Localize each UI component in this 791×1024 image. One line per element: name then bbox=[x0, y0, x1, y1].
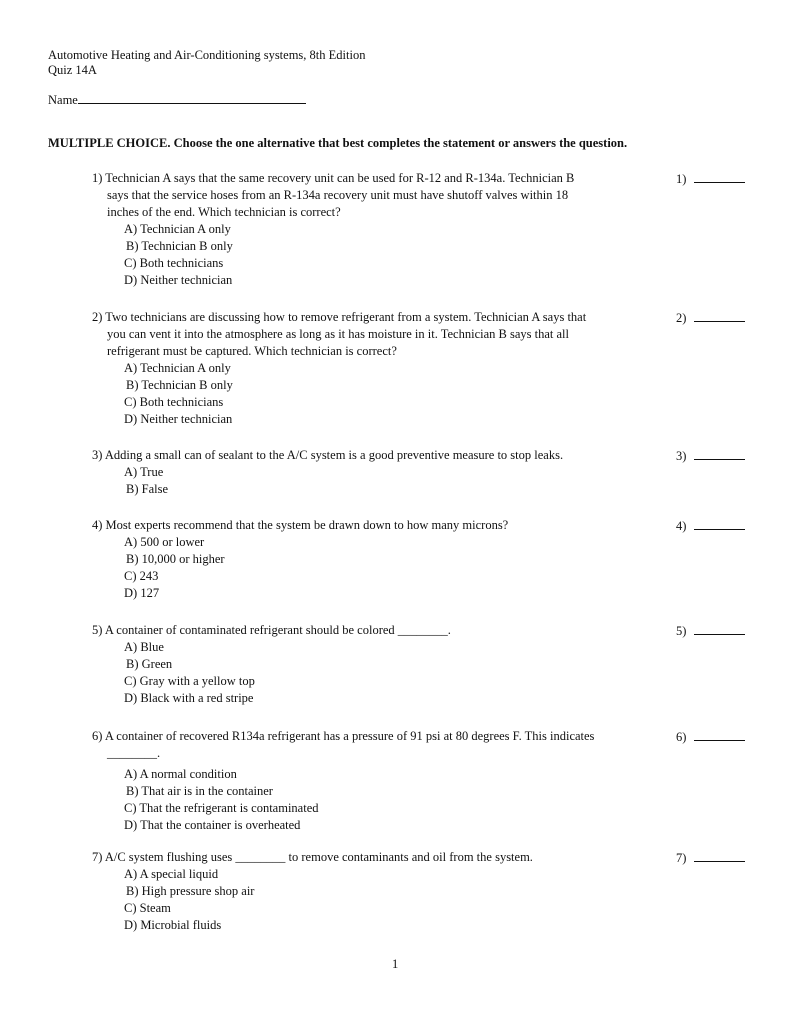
answer-option: D) That the container is overheated bbox=[124, 818, 301, 832]
answer-option: B) Green bbox=[126, 657, 173, 671]
answer-field[interactable] bbox=[676, 849, 745, 867]
answer-option: B) High pressure shop air bbox=[126, 884, 255, 898]
answer-field[interactable] bbox=[676, 622, 745, 640]
answer-option: D) 127 bbox=[124, 586, 160, 600]
answer-option: A) A normal condition bbox=[124, 767, 237, 781]
question-text: 2) Two technicians are discussing how to remove refrigerant from a system. Technician A says that bbox=[92, 310, 587, 324]
answer-option: A) Technician A only bbox=[124, 361, 231, 375]
question-4 bbox=[92, 517, 752, 602]
answer-option: B) 10,000 or higher bbox=[126, 552, 225, 566]
question-text: 4) Most experts recommend that the system be drawn down to how many microns? bbox=[92, 518, 509, 532]
answer-option: C) Both technicians bbox=[124, 395, 224, 409]
answer-option: B) Technician B only bbox=[126, 239, 233, 253]
answer-option: A) Blue bbox=[124, 640, 164, 654]
answer-blank[interactable] bbox=[694, 170, 745, 183]
answer-option: C) Steam bbox=[124, 901, 171, 915]
question-7 bbox=[92, 849, 752, 934]
question-text: 5) A container of contaminated refrigerant should be colored ________. bbox=[92, 623, 451, 637]
question-text: 7) A/C system flushing uses ________ to remove contaminants and oil from the system. bbox=[92, 850, 533, 864]
answer-option: D) Black with a red stripe bbox=[124, 691, 254, 705]
answer-number: 4) bbox=[676, 519, 687, 533]
answer-blank[interactable] bbox=[694, 447, 745, 460]
question-1 bbox=[92, 170, 752, 289]
answer-number: 1) bbox=[676, 172, 687, 186]
answer-field[interactable] bbox=[676, 728, 745, 746]
course-title: Automotive Heating and Air-Conditioning systems, 8th Edition bbox=[48, 48, 366, 62]
answer-option: B) That air is in the container bbox=[126, 784, 273, 798]
answer-number: 2) bbox=[676, 311, 687, 325]
question-3 bbox=[92, 447, 752, 498]
answer-number: 3) bbox=[676, 449, 687, 463]
instructions: MULTIPLE CHOICE. Choose the one alternative that best completes the statement or answers the question. bbox=[48, 136, 628, 150]
answer-blank[interactable] bbox=[694, 517, 745, 530]
answer-option: D) Microbial fluids bbox=[124, 918, 222, 932]
name-field[interactable] bbox=[48, 91, 306, 108]
answer-field[interactable] bbox=[676, 447, 745, 465]
answer-option: A) A special liquid bbox=[124, 867, 219, 881]
answer-blank[interactable] bbox=[694, 849, 745, 862]
question-text: 3) Adding a small can of sealant to the A/C system is a good preventive measure to stop leaks. bbox=[92, 448, 564, 462]
question-text: 1) Technician A says that the same recovery unit can be used for R-12 and R-134a. Technician B bbox=[92, 171, 575, 185]
answer-field[interactable] bbox=[676, 309, 745, 327]
question-6 bbox=[92, 728, 752, 834]
answer-option: B) Technician B only bbox=[126, 378, 233, 392]
answer-option: C) 243 bbox=[124, 569, 159, 583]
answer-field[interactable] bbox=[676, 170, 745, 188]
answer-option: C) Gray with a yellow top bbox=[124, 674, 255, 688]
question-text: inches of the end. Which technician is correct? bbox=[107, 205, 341, 219]
question-text: you can vent it into the atmosphere as long as it has moisture in it. Technician B says that all bbox=[107, 327, 569, 341]
question-2 bbox=[92, 309, 752, 428]
answer-option: C) Both technicians bbox=[124, 256, 224, 270]
answer-option: D) Neither technician bbox=[124, 412, 233, 426]
question-5 bbox=[92, 622, 752, 707]
answer-number: 5) bbox=[676, 624, 687, 638]
quiz-title: Quiz 14A bbox=[48, 63, 97, 77]
answer-option: A) 500 or lower bbox=[124, 535, 205, 549]
question-text: says that the service hoses from an R-134a recovery unit must have shutoff valves within 18 bbox=[107, 188, 569, 202]
page-number: 1 bbox=[392, 957, 399, 971]
answer-option: A) Technician A only bbox=[124, 222, 231, 236]
question-text: ________. bbox=[107, 746, 161, 760]
answer-number: 6) bbox=[676, 730, 687, 744]
answer-option: B) False bbox=[126, 482, 169, 496]
answer-number: 7) bbox=[676, 851, 687, 865]
name-label: Name bbox=[48, 93, 78, 107]
answer-blank[interactable] bbox=[694, 622, 745, 635]
question-text: 6) A container of recovered R134a refrigerant has a pressure of 91 psi at 80 degrees F. This indicates bbox=[92, 729, 595, 743]
answer-field[interactable] bbox=[676, 517, 745, 535]
name-blank[interactable] bbox=[78, 91, 306, 104]
answer-option: D) Neither technician bbox=[124, 273, 233, 287]
answer-option: A) True bbox=[124, 465, 164, 479]
question-text: refrigerant must be captured. Which technician is correct? bbox=[107, 344, 397, 358]
answer-blank[interactable] bbox=[694, 309, 745, 322]
answer-blank[interactable] bbox=[694, 728, 745, 741]
answer-option: C) That the refrigerant is contaminated bbox=[124, 801, 319, 815]
